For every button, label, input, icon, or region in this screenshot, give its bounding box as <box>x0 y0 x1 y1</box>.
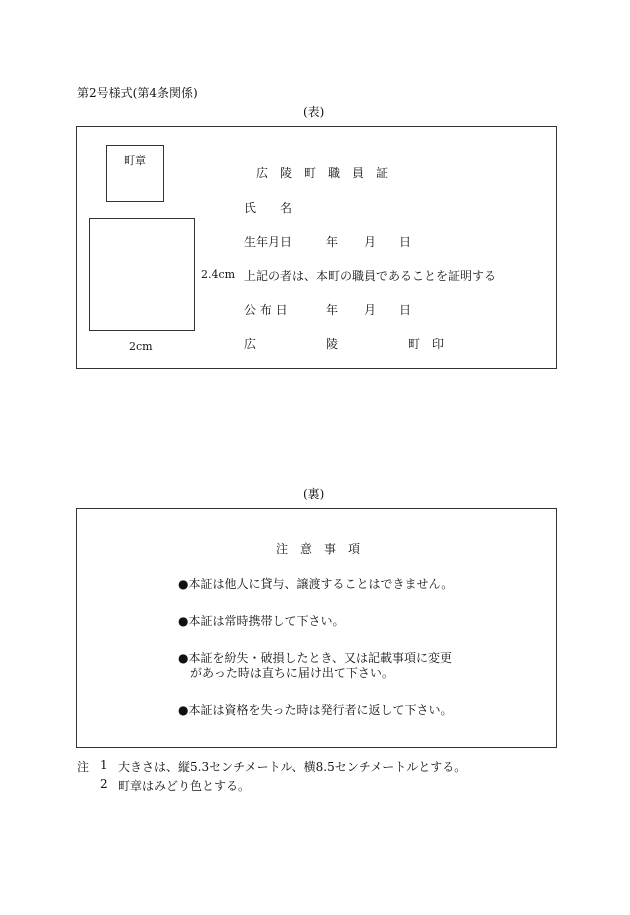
note-item: ●本証は常時携帯して下さい。 <box>178 614 345 628</box>
card-title: 広 陵 町 職 員 証 <box>256 166 389 180</box>
issue-year: 年 <box>326 303 339 317</box>
back-side-label: (裏) <box>303 487 325 501</box>
issuer-part3: 町 印 <box>408 337 445 351</box>
notes-title: 注 意 事 項 <box>276 542 361 556</box>
photo-height-label: 2.4cm <box>201 268 236 281</box>
birth-label: 生年月日 <box>244 235 293 249</box>
birth-day: 日 <box>399 235 412 249</box>
footnote-text: 町章はみどり色とする。 <box>118 779 251 793</box>
photo-width-label: 2cm <box>129 340 153 353</box>
name-label: 氏 名 <box>244 201 293 215</box>
note-item-continued: があった時は直ちに届け出て下さい。 <box>178 666 394 680</box>
form-title: 第2号様式(第4条関係) <box>77 86 198 100</box>
footnote-head: 注 <box>77 760 90 774</box>
issuer-part1: 広 <box>244 337 257 351</box>
issuer-part2: 陵 <box>326 337 339 351</box>
photo-box <box>89 218 195 331</box>
issue-month: 月 <box>364 303 377 317</box>
certify-text: 上記の者は、本町の職員であることを証明する <box>244 269 497 283</box>
birth-year: 年 <box>326 235 339 249</box>
footnote-text: 大きさは、縦5.3センチメートル、横8.5センチメートルとする。 <box>118 760 467 774</box>
note-item: ●本証は他人に貸与、譲渡することはできません。 <box>178 577 454 591</box>
note-item: ●本証を紛失・破損したとき、又は記載事項に変更 <box>178 651 452 665</box>
birth-month: 月 <box>364 235 377 249</box>
issue-day: 日 <box>399 303 412 317</box>
front-side-label: (表) <box>303 105 325 119</box>
footnote-number: 1 <box>100 758 108 772</box>
footnote-number: 2 <box>100 777 108 791</box>
note-item: ●本証は資格を失った時は発行者に返して下さい。 <box>178 703 453 717</box>
issue-label: 公 布 日 <box>244 303 288 317</box>
town-seal-label: 町章 <box>124 154 146 167</box>
